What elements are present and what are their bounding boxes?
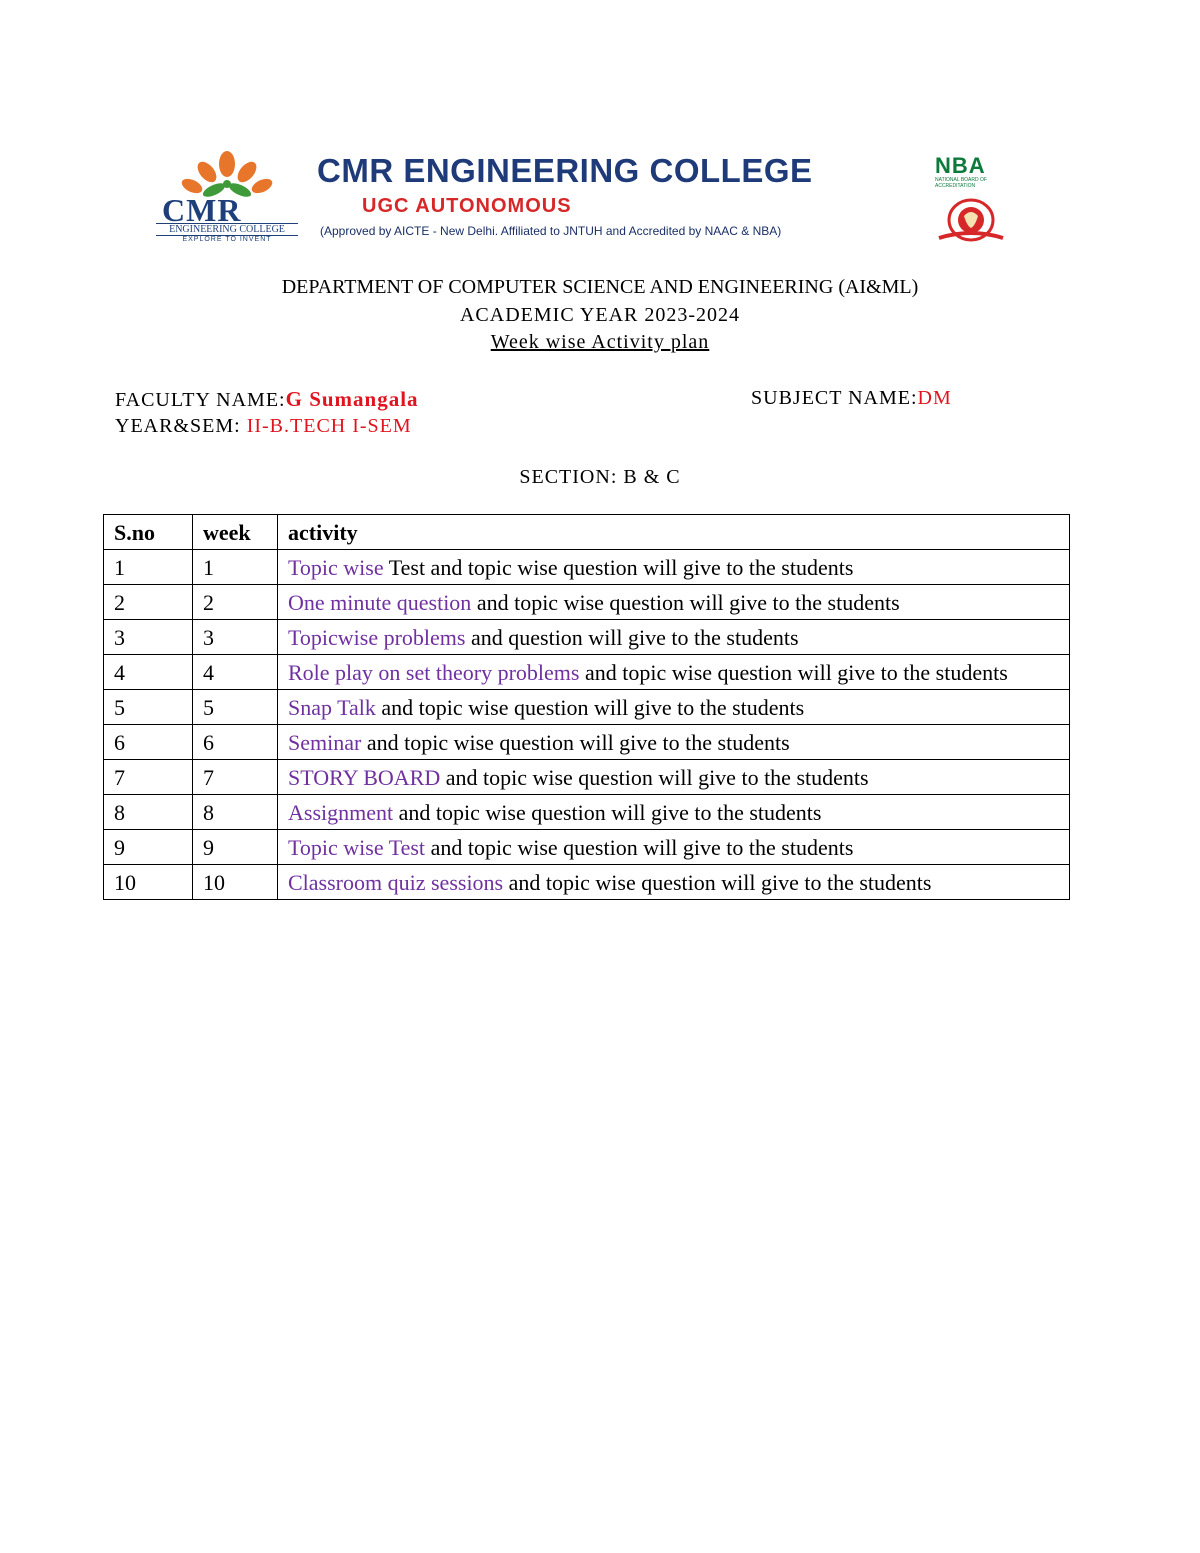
activity-highlight: One minute question [288,590,472,615]
subject-value: DM [917,387,952,409]
activity-rest: and question will give to the students [465,625,799,650]
cell-sno: 9 [104,830,193,865]
activity-rest: and topic wise question will give to the students [393,800,822,825]
cell-activity [278,585,1070,620]
table-row [104,690,1070,725]
table-row [104,760,1070,795]
department-heading: DEPARTMENT OF COMPUTER SCIENCE AND ENGINEERING (AI&ML) [281,276,919,298]
cmr-logo [152,150,302,245]
cell-week: 10 [193,865,278,900]
cell-sno: 7 [104,760,193,795]
approval-text: (Approved by AICTE - New Delhi. Affiliated to JNTUH and Accredited by NAAC & NBA) [320,224,782,238]
column-header-sno: S.no [104,515,193,550]
subject-line [751,387,952,410]
cell-week: 8 [193,795,278,830]
activity-rest: and topic wise question will give to the students [361,730,790,755]
college-name: CMR ENGINEERING COLLEGE [317,152,813,189]
activity-rest: and topic wise question will give to the students [425,835,854,860]
cell-activity [278,725,1070,760]
subject-label: SUBJECT NAME: [751,387,918,409]
cell-week: 9 [193,830,278,865]
activity-highlight: Snap Talk [288,695,376,720]
yearsem-label: YEAR&SEM: [115,415,247,437]
cell-sno: 6 [104,725,193,760]
table-header-row [104,515,1070,550]
yearsem-line [115,415,412,438]
cell-sno: 1 [104,550,193,585]
activity-rest: Test and topic wise question will give to the students [383,555,854,580]
cell-activity [278,690,1070,725]
faculty-value: G Sumangala [285,387,419,411]
section-label: SECTION: B & C [519,466,681,488]
cell-week: 1 [193,550,278,585]
activity-rest: and topic wise question will give to the students [440,765,869,790]
cell-week: 5 [193,690,278,725]
faculty-label: FACULTY NAME: [115,389,286,411]
column-header-week: week [193,515,278,550]
table-row [104,550,1070,585]
activity-highlight: Topic wise Test [288,835,426,860]
cell-sno: 4 [104,655,193,690]
table-row [104,830,1070,865]
table-row [104,725,1070,760]
activity-highlight: STORY BOARD [288,765,441,790]
cell-sno: 8 [104,795,193,830]
cell-activity [278,655,1070,690]
cell-sno: 3 [104,620,193,655]
activity-highlight: Topicwise problems [288,625,466,650]
logo-tagline: EXPLORE TO INVENT [182,236,272,243]
cell-activity [278,865,1070,900]
logo-subtext: ENGINEERING COLLEGE [156,223,298,236]
cell-sno: 5 [104,690,193,725]
activity-rest: and topic wise question will give to the students [579,660,1008,685]
page-title: Week wise Activity plan [490,331,710,353]
nba-logo-text: NBA [935,153,986,178]
cell-activity [278,760,1070,795]
cell-week: 3 [193,620,278,655]
column-header-activity: activity [278,515,1070,550]
activity-rest: and topic wise question will give to the students [503,870,932,895]
logo-text: CMR [162,192,242,228]
table-row [104,795,1070,830]
table-row [104,865,1070,900]
nba-logo-subtext: NATIONAL BOARD OF ACCREDITATION [935,177,987,189]
activity-highlight: Topic wise [288,555,384,580]
cell-activity [278,550,1070,585]
yearsem-value: II-B.TECH I-SEM [246,415,412,437]
activity-rest: and topic wise question will give to the students [471,590,900,615]
academic-year: ACADEMIC YEAR 2023-2024 [459,304,741,326]
table-row [104,620,1070,655]
activity-table [103,514,1070,900]
cell-activity [278,795,1070,830]
cell-sno: 2 [104,585,193,620]
naac-logo-icon [935,198,1007,244]
activity-highlight: Assignment [288,800,394,825]
nba-logo [935,155,1010,191]
table-row [104,585,1070,620]
cell-week: 6 [193,725,278,760]
table-row [104,655,1070,690]
activity-rest: and topic wise question will give to the students [375,695,805,720]
cell-activity [278,620,1070,655]
cell-week: 4 [193,655,278,690]
activity-highlight: Seminar [288,730,362,755]
cell-week: 2 [193,585,278,620]
cell-activity [278,830,1070,865]
faculty-line [115,387,419,412]
college-banner [152,150,1022,250]
cell-week: 7 [193,760,278,795]
activity-highlight: Classroom quiz sessions [288,870,504,895]
activity-highlight: Role play on set theory problems [288,660,580,685]
autonomous-label: UGC AUTONOMOUS [362,195,572,217]
cell-sno: 10 [104,865,193,900]
